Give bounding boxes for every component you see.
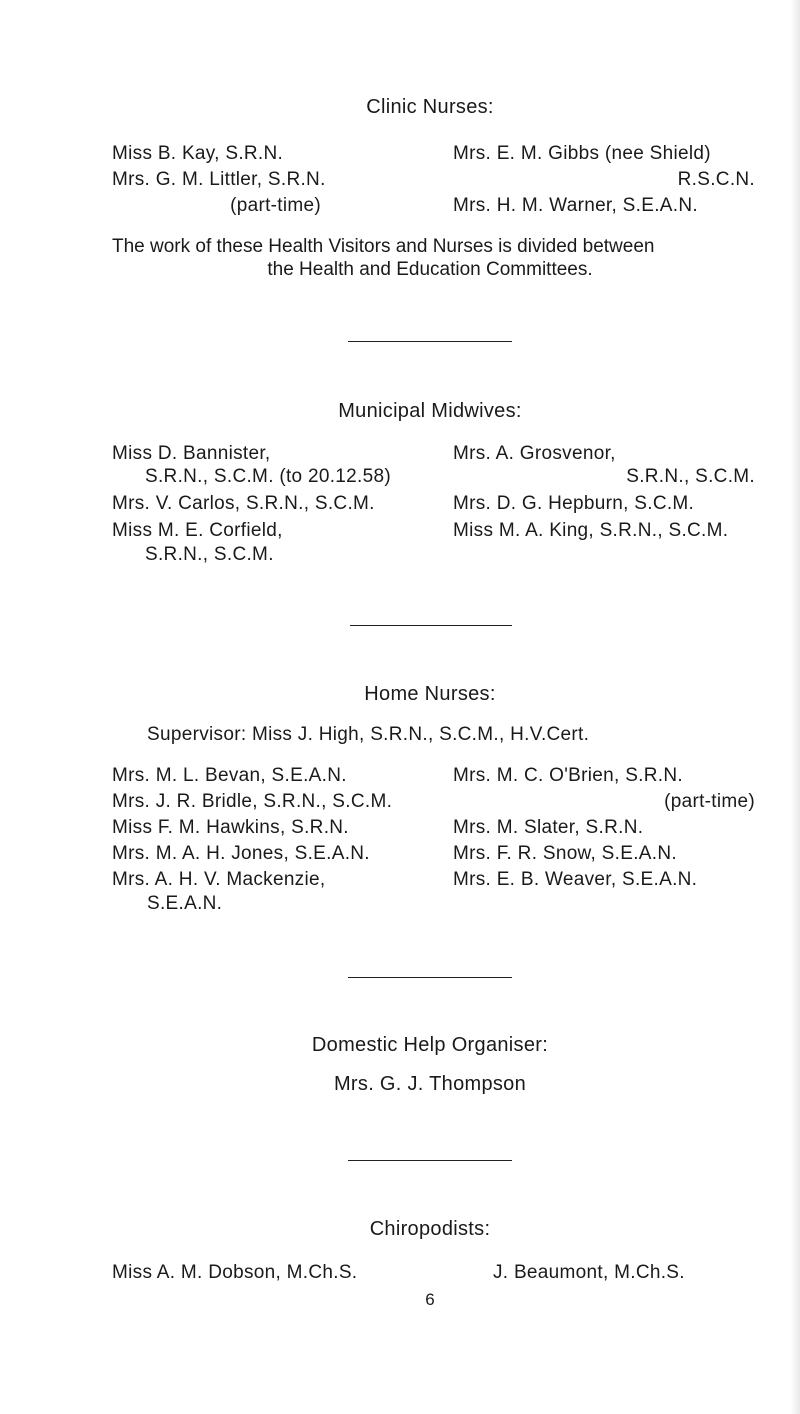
domestic-help-organiser: Mrs. G. J. Thompson bbox=[333, 1073, 527, 1095]
clinic-nurse-entry: Miss B. Kay, S.R.N. bbox=[112, 143, 284, 164]
home-nurse-entry: Mrs. M. A. H. Jones, S.E.A.N. bbox=[112, 843, 370, 864]
clinic-nurse-entry: Mrs. E. M. Gibbs (nee Shield) bbox=[453, 143, 711, 164]
home-nurse-entry-cont: S.E.A.N. bbox=[147, 893, 223, 914]
page-edge-shadow bbox=[790, 0, 800, 1414]
midwife-entry: Mrs. D. G. Hepburn, S.C.M. bbox=[453, 493, 695, 514]
home-nurse-entry: Mrs. F. R. Snow, S.E.A.N. bbox=[453, 843, 677, 864]
committee-note: The work of these Health Visitors and Nurses is divided between bbox=[112, 236, 655, 257]
home-nurses-heading: Home Nurses: bbox=[364, 683, 496, 705]
home-nurse-entry: Miss F. M. Hawkins, S.R.N. bbox=[112, 817, 349, 838]
home-nurse-entry: Mrs. J. R. Bridle, S.R.N., S.C.M. bbox=[112, 791, 393, 812]
chiropodist-entry: J. Beaumont, M.Ch.S. bbox=[493, 1262, 685, 1283]
home-nurse-entry: Mrs. M. Slater, S.R.N. bbox=[453, 817, 644, 838]
home-nurse-entry: Mrs. M. C. O'Brien, S.R.N. bbox=[453, 765, 683, 786]
clinic-nurse-entry-cont: R.S.C.N. bbox=[677, 169, 755, 190]
midwife-entry: Miss D. Bannister, bbox=[112, 443, 271, 464]
midwife-entry: Mrs. V. Carlos, S.R.N., S.C.M. bbox=[112, 493, 375, 514]
midwife-entry-cont: S.R.N., S.C.M. bbox=[145, 544, 274, 565]
midwife-entry: Mrs. A. Grosvenor, bbox=[453, 443, 616, 464]
section-divider bbox=[348, 977, 512, 978]
clinic-nurses-heading: Clinic Nurses: bbox=[366, 96, 494, 118]
section-divider bbox=[348, 341, 512, 342]
committee-note-cont: the Health and Education Committees. bbox=[267, 259, 593, 280]
midwife-entry: Miss M. A. King, S.R.N., S.C.M. bbox=[453, 520, 729, 541]
clinic-nurse-entry-cont: (part-time) bbox=[230, 195, 321, 216]
chiropodists-heading: Chiropodists: bbox=[369, 1218, 491, 1240]
home-nurse-entry: Mrs. E. B. Weaver, S.E.A.N. bbox=[453, 869, 698, 890]
midwife-entry-cont: S.R.N., S.C.M. (to 20.12.58) bbox=[145, 466, 391, 487]
page-number: 6 bbox=[425, 1290, 435, 1309]
section-divider bbox=[350, 625, 512, 626]
section-divider bbox=[348, 1160, 512, 1161]
chiropodist-entry: Miss A. M. Dobson, M.Ch.S. bbox=[112, 1262, 358, 1283]
clinic-nurse-entry: Mrs. G. M. Littler, S.R.N. bbox=[112, 169, 326, 190]
midwife-entry-cont: S.R.N., S.C.M. bbox=[626, 466, 755, 487]
midwife-entry: Miss M. E. Corfield, bbox=[112, 520, 283, 541]
clinic-nurse-entry: Mrs. H. M. Warner, S.E.A.N. bbox=[453, 195, 698, 216]
home-nurse-entry: Mrs. A. H. V. Mackenzie, bbox=[112, 869, 326, 890]
home-nurse-entry-cont: (part-time) bbox=[664, 791, 755, 812]
domestic-help-heading: Domestic Help Organiser: bbox=[311, 1034, 549, 1056]
midwives-heading: Municipal Midwives: bbox=[338, 400, 522, 422]
home-nurse-entry: Mrs. M. L. Bevan, S.E.A.N. bbox=[112, 765, 347, 786]
supervisor-line: Supervisor: Miss J. High, S.R.N., S.C.M., H.V.Cert. bbox=[147, 724, 590, 745]
